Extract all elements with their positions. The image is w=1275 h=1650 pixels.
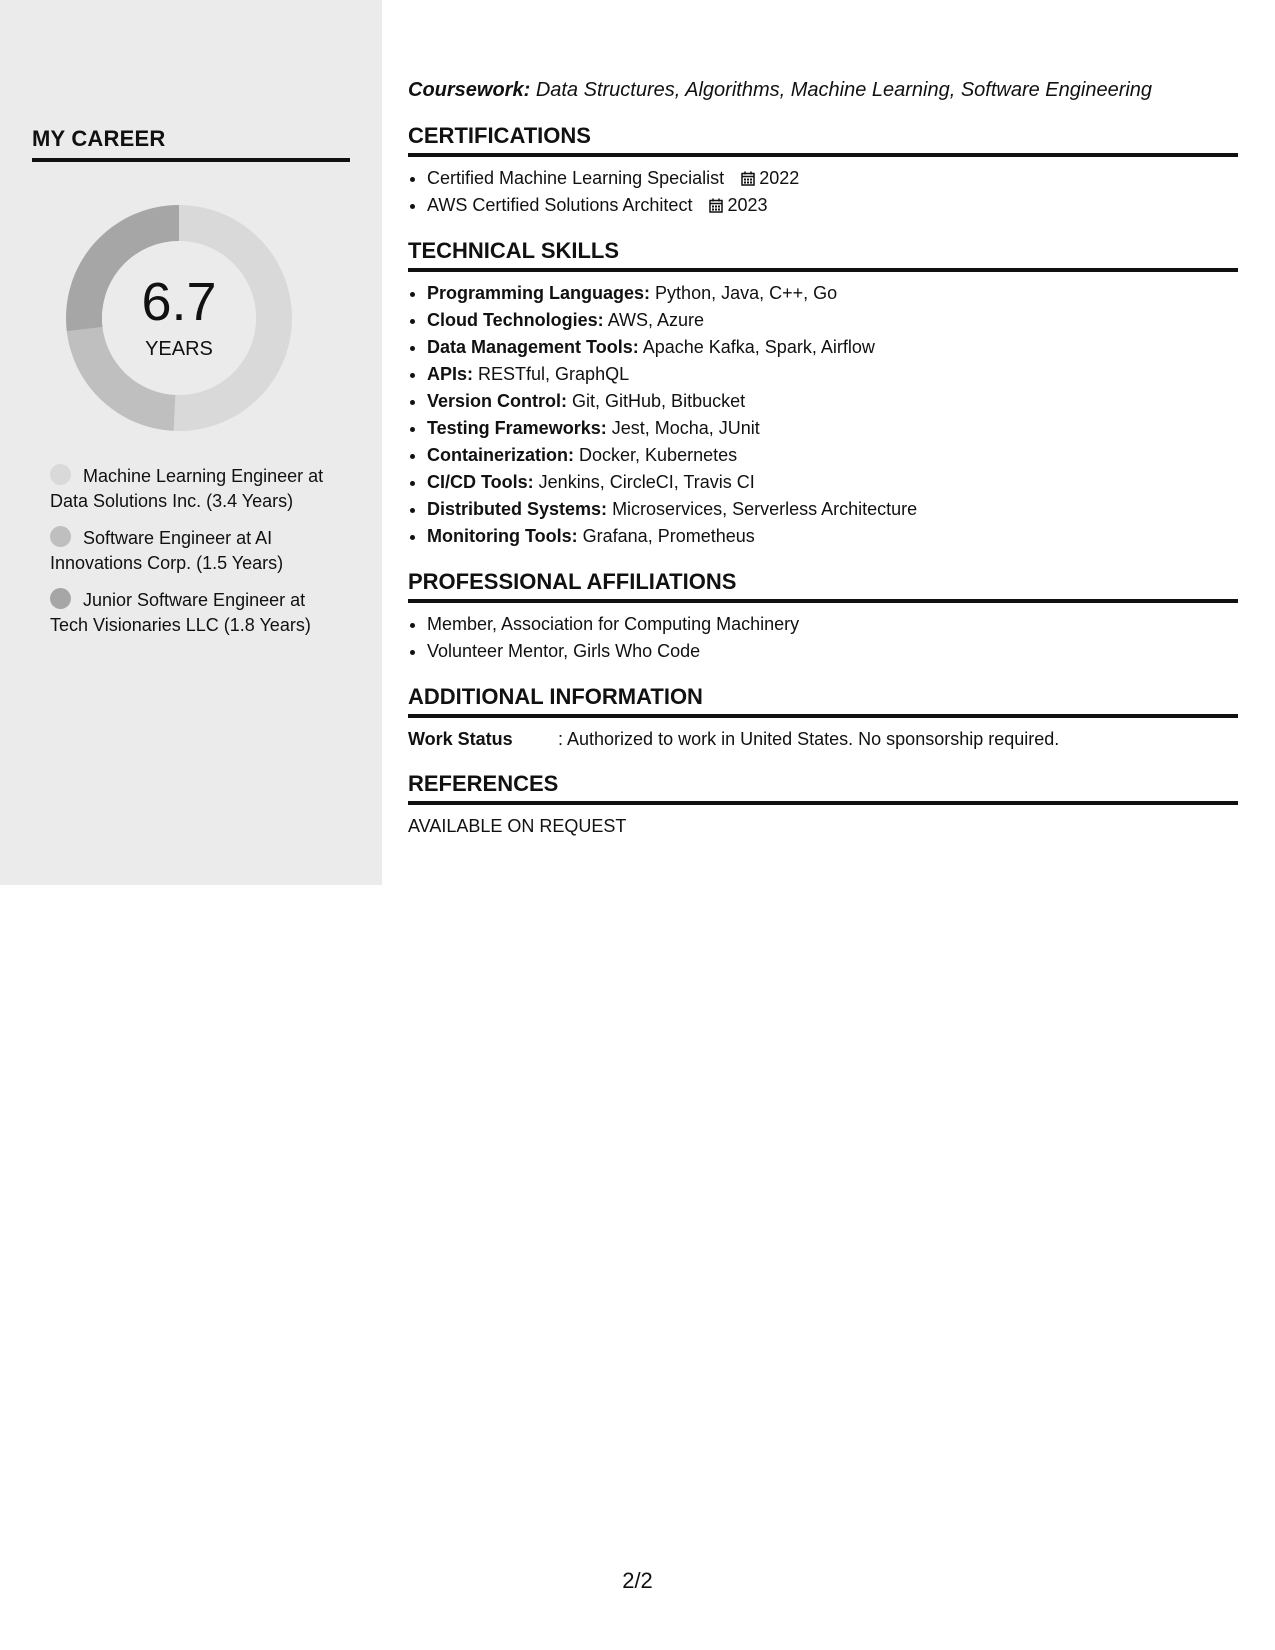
references-value: AVAILABLE ON REQUEST [408, 816, 627, 836]
certifications-heading: CERTIFICATIONS [408, 122, 1238, 157]
work-status-value: : Authorized to work in United States. No sponsorship required. [558, 729, 1060, 749]
technical-skills-list [408, 280, 1238, 550]
certification-name: Certified Machine Learning Specialist [427, 168, 725, 188]
affiliations-heading: PROFESSIONAL AFFILIATIONS [408, 568, 1238, 603]
skill-label: Data Management Tools: [427, 337, 639, 357]
skill-value: Git, GitHub, Bitbucket [572, 391, 746, 411]
skill-value: Apache Kafka, Spark, Airflow [642, 337, 875, 357]
skill-label: APIs: [427, 364, 474, 384]
references-heading: REFERENCES [408, 770, 1238, 805]
skill-item [427, 334, 1238, 361]
career-total-years: 6.7 [141, 272, 217, 332]
calendar-icon [709, 198, 723, 213]
skill-item [427, 388, 1238, 415]
legend-dot-icon [50, 526, 71, 547]
coursework-value: Data Structures, Algorithms, Machine Learning, Software Engineering [535, 79, 1153, 101]
legend-label: Machine Learning Engineer at Data Solutions Inc. (3.4 Years) [50, 466, 324, 511]
skill-label: Cloud Technologies: [427, 310, 604, 330]
skill-item [427, 307, 1238, 334]
skill-item [427, 442, 1238, 469]
legend-item [50, 588, 340, 638]
career-total-unit: YEARS [145, 338, 213, 360]
work-status-row [408, 726, 1238, 752]
legend-item [50, 464, 340, 514]
resume-main [408, 76, 1238, 839]
skill-value: AWS, Azure [607, 310, 705, 330]
legend-label: Junior Software Engineer at Tech Visionaries LLC (1.8 Years) [50, 590, 311, 635]
skill-item [427, 523, 1238, 550]
career-donut-chart [66, 205, 292, 431]
affiliation-item: • Member, Association for Computing Machinery [427, 611, 1238, 638]
affiliations-list [408, 611, 1238, 665]
legend-item [50, 526, 340, 576]
skill-label: Programming Languages: [427, 283, 651, 303]
technical-skills-heading: TECHNICAL SKILLS [408, 237, 1238, 272]
calendar-icon [741, 171, 755, 186]
skill-value: Docker, Kubernetes [579, 445, 738, 465]
certification-year: 2023 [727, 195, 768, 215]
skill-label: CI/CD Tools: [427, 472, 534, 492]
legend-dot-icon [50, 588, 71, 609]
skill-value: Python, Java, C++, Go [655, 283, 838, 303]
skill-label: Testing Frameworks: [427, 418, 607, 438]
skill-label: Distributed Systems: [427, 499, 608, 519]
skill-label: Containerization: [427, 445, 574, 465]
career-title: MY CAREER [32, 126, 350, 162]
coursework-line [408, 76, 1238, 104]
skill-item [427, 361, 1238, 388]
career-legend [50, 464, 340, 650]
skill-label: Monitoring Tools: [427, 526, 578, 546]
legend-label: Software Engineer at AI Innovations Corp. (1.5 Years) [50, 528, 284, 573]
coursework-label: Coursework: [408, 79, 531, 101]
certification-name: AWS Certified Solutions Architect [427, 195, 693, 215]
skill-value: Microservices, Serverless Architecture [612, 499, 918, 519]
skill-item [427, 469, 1238, 496]
skill-item [427, 496, 1238, 523]
skill-value: Grafana, Prometheus [582, 526, 755, 546]
skill-item [427, 415, 1238, 442]
certification-item [427, 165, 1238, 192]
skill-value: Jest, Mocha, JUnit [611, 418, 760, 438]
work-status-label: Work Status [408, 729, 513, 749]
skill-item [427, 280, 1238, 307]
skill-label: Version Control: [427, 391, 568, 411]
certifications-list [408, 165, 1238, 219]
donut-center [66, 205, 292, 431]
additional-info-heading: ADDITIONAL INFORMATION [408, 683, 1238, 718]
certification-item [427, 192, 1238, 219]
career-sidebar [0, 0, 382, 885]
affiliation-item: • Volunteer Mentor, Girls Who Code [427, 638, 1238, 665]
skill-value: RESTful, GraphQL [478, 364, 630, 384]
skill-value: Jenkins, CircleCI, Travis CI [538, 472, 755, 492]
certification-year: 2022 [759, 168, 800, 188]
page-number: 2/2 [622, 1568, 653, 1593]
legend-dot-icon [50, 464, 71, 485]
